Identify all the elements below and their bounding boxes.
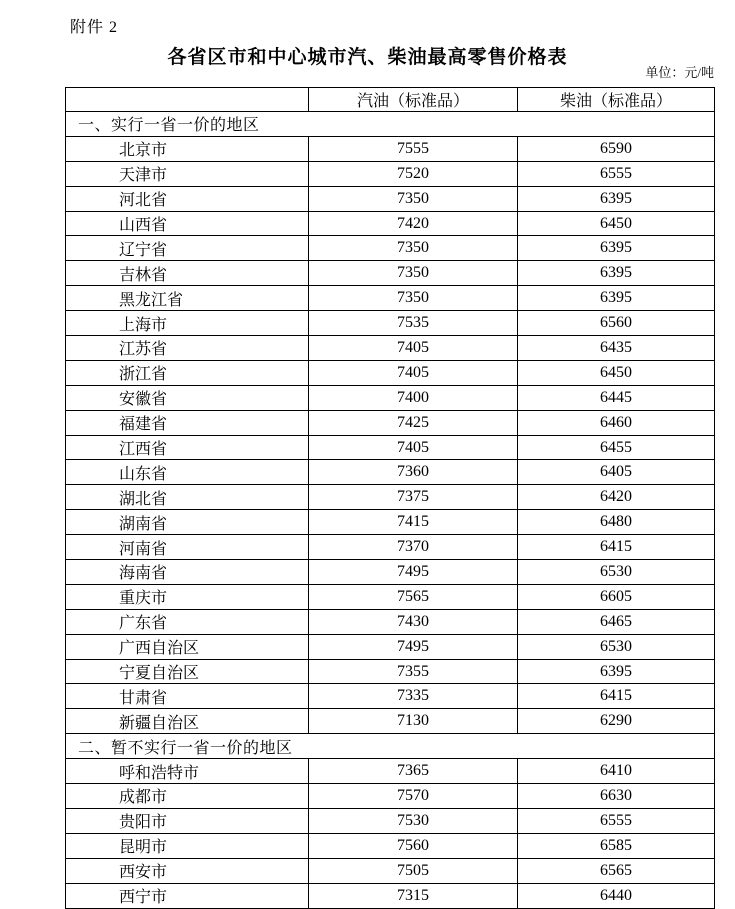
gasoline-cell: 7375 [309,485,518,510]
table-row [66,236,715,261]
table-row [66,659,715,684]
diesel-cell: 6560 [518,311,715,336]
diesel-cell: 6410 [518,759,715,784]
region-cell: 甘肃省 [66,684,309,709]
column-header-diesel: 柴油（标准品） [518,88,715,112]
region-cell: 山东省 [66,460,309,485]
gasoline-cell: 7405 [309,435,518,460]
region-cell: 呼和浩特市 [66,759,309,784]
diesel-cell: 6440 [518,883,715,908]
region-cell: 贵阳市 [66,808,309,833]
table-row [66,261,715,286]
gasoline-cell: 7335 [309,684,518,709]
gasoline-cell: 7495 [309,634,518,659]
table-row [66,460,715,485]
table-row [66,759,715,784]
table-row [66,808,715,833]
attachment-label: 附件 2 [70,19,119,36]
gasoline-cell: 7360 [309,460,518,485]
diesel-cell: 6530 [518,560,715,585]
diesel-cell: 6415 [518,684,715,709]
table-row [66,584,715,609]
region-cell: 西安市 [66,858,309,883]
region-cell: 北京市 [66,136,309,161]
table-row [66,136,715,161]
gasoline-cell: 7555 [309,136,518,161]
table-header-row [66,88,715,112]
diesel-cell: 6395 [518,659,715,684]
gasoline-cell: 7565 [309,584,518,609]
region-cell: 昆明市 [66,833,309,858]
diesel-cell: 6460 [518,410,715,435]
table-row [66,883,715,908]
diesel-cell: 6585 [518,833,715,858]
table-row [66,311,715,336]
region-cell: 海南省 [66,560,309,585]
table-row [66,535,715,560]
diesel-cell: 6455 [518,435,715,460]
diesel-cell: 6590 [518,136,715,161]
section-header-label: 一、实行一省一价的地区 [66,112,715,137]
gasoline-cell: 7535 [309,311,518,336]
table-row [66,858,715,883]
diesel-cell: 6395 [518,261,715,286]
table-row [66,385,715,410]
region-cell: 广东省 [66,609,309,634]
table-row [66,336,715,361]
gasoline-cell: 7365 [309,759,518,784]
table-row [66,360,715,385]
gasoline-cell: 7520 [309,161,518,186]
gasoline-cell: 7560 [309,833,518,858]
gasoline-cell: 7415 [309,510,518,535]
gasoline-cell: 7350 [309,286,518,311]
gasoline-cell: 7355 [309,659,518,684]
diesel-cell: 6480 [518,510,715,535]
column-header-region [66,88,309,112]
region-cell: 宁夏自治区 [66,659,309,684]
section-header-row [66,734,715,759]
gasoline-cell: 7430 [309,609,518,634]
table-row [66,560,715,585]
diesel-cell: 6290 [518,709,715,734]
column-header-gasoline: 汽油（标准品） [309,88,518,112]
gasoline-cell: 7350 [309,186,518,211]
diesel-cell: 6465 [518,609,715,634]
table-row [66,784,715,809]
gasoline-cell: 7400 [309,385,518,410]
region-cell: 辽宁省 [66,236,309,261]
table-row [66,634,715,659]
diesel-cell: 6630 [518,784,715,809]
region-cell: 山西省 [66,211,309,236]
gasoline-cell: 7530 [309,808,518,833]
region-cell: 江苏省 [66,336,309,361]
table-row [66,410,715,435]
region-cell: 上海市 [66,311,309,336]
region-cell: 西宁市 [66,883,309,908]
table-row [66,709,715,734]
diesel-cell: 6445 [518,385,715,410]
gasoline-cell: 7350 [309,236,518,261]
region-cell: 湖南省 [66,510,309,535]
region-cell: 江西省 [66,435,309,460]
table-row [66,435,715,460]
gasoline-cell: 7420 [309,211,518,236]
diesel-cell: 6395 [518,236,715,261]
region-cell: 新疆自治区 [66,709,309,734]
price-table [65,87,715,909]
region-cell: 重庆市 [66,584,309,609]
unit-label: 单位：元/吨 [645,65,714,80]
table-row [66,684,715,709]
region-cell: 河南省 [66,535,309,560]
gasoline-cell: 7505 [309,858,518,883]
region-cell: 浙江省 [66,360,309,385]
diesel-cell: 6530 [518,634,715,659]
region-cell: 河北省 [66,186,309,211]
gasoline-cell: 7370 [309,535,518,560]
section-header-label: 二、暂不实行一省一价的地区 [66,734,715,759]
diesel-cell: 6555 [518,161,715,186]
gasoline-cell: 7350 [309,261,518,286]
diesel-cell: 6555 [518,808,715,833]
region-cell: 吉林省 [66,261,309,286]
table-row [66,510,715,535]
diesel-cell: 6395 [518,186,715,211]
table-row [66,211,715,236]
gasoline-cell: 7130 [309,709,518,734]
gasoline-cell: 7405 [309,360,518,385]
diesel-cell: 6415 [518,535,715,560]
diesel-cell: 6605 [518,584,715,609]
diesel-cell: 6435 [518,336,715,361]
diesel-cell: 6405 [518,460,715,485]
gasoline-cell: 7405 [309,336,518,361]
table-row [66,485,715,510]
gasoline-cell: 7315 [309,883,518,908]
table-row [66,833,715,858]
region-cell: 安徽省 [66,385,309,410]
region-cell: 湖北省 [66,485,309,510]
diesel-cell: 6450 [518,360,715,385]
region-cell: 天津市 [66,161,309,186]
gasoline-cell: 7570 [309,784,518,809]
table-row [66,286,715,311]
diesel-cell: 6450 [518,211,715,236]
table-row [66,186,715,211]
region-cell: 黑龙江省 [66,286,309,311]
diesel-cell: 6565 [518,858,715,883]
diesel-cell: 6395 [518,286,715,311]
table-row [66,609,715,634]
region-cell: 福建省 [66,410,309,435]
gasoline-cell: 7495 [309,560,518,585]
diesel-cell: 6420 [518,485,715,510]
page-title: 各省区市和中心城市汽、柴油最高零售价格表 [167,47,568,68]
table-row [66,161,715,186]
gasoline-cell: 7425 [309,410,518,435]
region-cell: 成都市 [66,784,309,809]
region-cell: 广西自治区 [66,634,309,659]
section-header-row [66,112,715,137]
